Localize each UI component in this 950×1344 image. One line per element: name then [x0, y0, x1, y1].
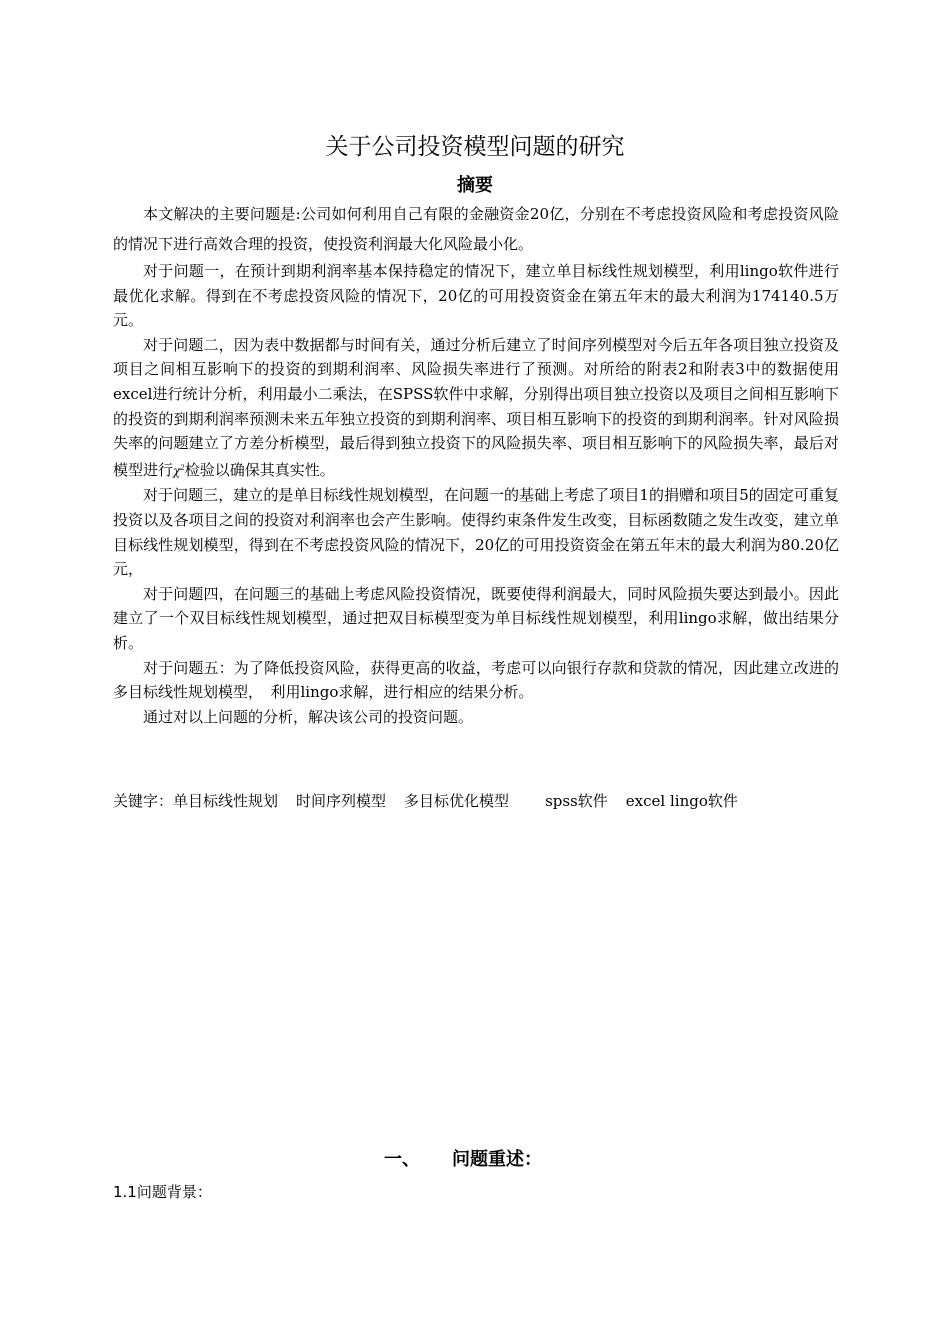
keywords-line: [113, 786, 839, 816]
subsection-heading: 1.1问题背景：: [113, 1183, 212, 1201]
keywords-label: 关键字：: [113, 792, 174, 810]
keyword-item: excel: [625, 792, 666, 810]
abstract-paragraph-4: 对于问题三，建立的是单目标线性规划模型，在问题一的基础上考虑了项目1的捐赠和项目5的固定可重复投资以及各项目之间的投资对利润率也会产生影响。使得约束条件发生改变，目标函数随之发生改变，建立单目标线性规划模型，得到在不考虑投资风险的情况下，20亿的可用投资资金在第五年末的最大利润为80.20亿元，: [113, 486, 839, 579]
section-number: 一、: [384, 1149, 420, 1170]
abstract-paragraph-3-text: 对于问题二，因为表中数据都与时间有关，通过分析后建立了时间序列模型对今后五年各项目独立投资及项目之间相互影响下的投资的到期利润率、风险损失率进行了预测。对所给的附表2和附表3中的数据使用excel进行统计分析，利用最小二乘法，在SPSS软件中求解，分别得出项目独立投资以及项目之间相互影响下的投资的到期利润率预测未来五年独立投资的到期利润率、项目相互影响下的投资的到期利润率。针对风险损失率的问题建立了方差分析模型，最后得到独立投资下的风险损失率、项目相互影响下的风险损失率，最后对模型进行: [113, 335, 839, 479]
keyword-item: 单目标线性规划: [173, 792, 279, 810]
section-heading: [384, 1146, 542, 1174]
abstract-heading: 摘要: [457, 175, 493, 196]
abstract-paragraph-2: 对于问题一，在预计到期利润率基本保持稳定的情况下，建立单目标线性规划模型，利用lingo软件进行最优化求解。得到在不考虑投资风险的情况下，20亿的可用投资资金在第五年末的最大利润为174140.5万元。: [113, 262, 839, 330]
abstract-paragraph-3-tail: 检验以确保其真实性。: [184, 460, 335, 479]
keyword-item: lingo软件: [669, 792, 738, 810]
abstract-paragraph-3: [113, 333, 839, 484]
section-title: 问题重述：: [452, 1149, 542, 1170]
abstract-paragraph-6: 对于问题五：为了降低投资风险，获得更高的收益，考虑可以向银行存款和贷款的情况，因此建立改进的多目标线性规划模型， 利用lingo求解，进行相应的结果分析。: [113, 658, 839, 702]
abstract-paragraph-1: 本文解决的主要问题是:公司如何利用自己有限的金融资金20亿，分别在不考虑投资风险和考虑投资风险的情况下进行高效合理的投资，使投资利润最大化风险最小化。: [113, 205, 839, 253]
keyword-item: 时间序列模型: [296, 792, 387, 810]
chi-square-symbol: $\chi^2$: [173, 463, 185, 478]
abstract-paragraph-7: 通过对以上问题的分析，解决该公司的投资问题。: [143, 707, 474, 726]
abstract-paragraph-5: 对于问题四，在问题三的基础上考虑风险投资情况，既要使得利润最大，同时风险损失要达到最小。因此建立了一个双目标线性规划模型，通过把双目标模型变为单目标线性规划模型，利用lingo求解，做出结果分析。: [113, 584, 839, 652]
abstract-body: [113, 199, 839, 729]
keyword-item: spss软件: [545, 792, 608, 810]
document-title: 关于公司投资模型问题的研究: [325, 134, 625, 160]
keyword-item: 多目标优化模型: [404, 792, 510, 810]
